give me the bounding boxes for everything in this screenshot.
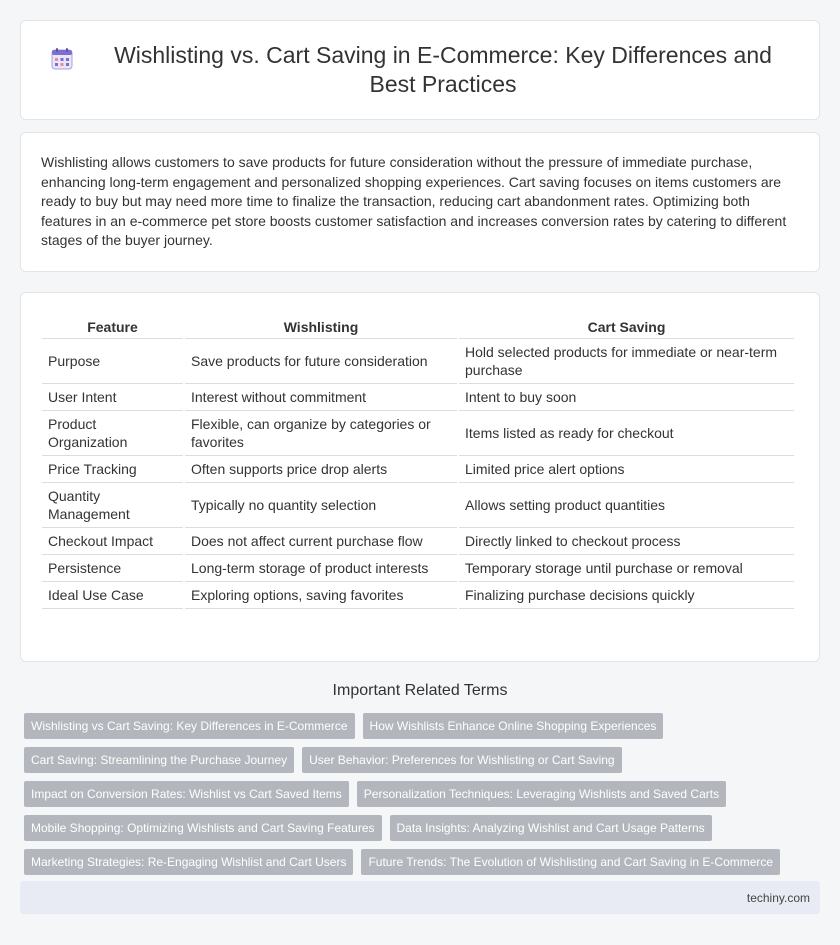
table-row (42, 555, 794, 582)
table-cell: Product Organization (42, 411, 183, 456)
table-header-row (42, 313, 794, 339)
table-cell: Typically no quantity selection (185, 483, 457, 528)
table-cell: User Intent (42, 384, 183, 411)
related-terms-list (24, 713, 824, 883)
related-term-tag[interactable]: Wishlisting vs Cart Saving: Key Differences in E-Commerce (24, 713, 355, 739)
column-header: Cart Saving (459, 313, 794, 339)
table-row (42, 384, 794, 411)
column-header: Wishlisting (185, 313, 457, 339)
table-cell: Allows setting product quantities (459, 483, 794, 528)
calendar-grid-icon (50, 47, 74, 71)
table-cell: Interest without commitment (185, 384, 457, 411)
table-row (42, 582, 794, 609)
related-term-tag[interactable]: Data Insights: Analyzing Wishlist and Cart Usage Patterns (390, 815, 712, 841)
table-cell: Persistence (42, 555, 183, 582)
table-cell: Items listed as ready for checkout (459, 411, 794, 456)
table-cell: Exploring options, saving favorites (185, 582, 457, 609)
table-row (42, 339, 794, 384)
table-cell: Often supports price drop alerts (185, 456, 457, 483)
comparison-table (40, 313, 796, 609)
related-term-tag[interactable]: How Wishlists Enhance Online Shopping Experiences (363, 713, 664, 739)
page-title: Wishlisting vs. Cart Saving in E-Commerce: Key Differences and Best Practices (114, 42, 772, 97)
table-cell: Finalizing purchase decisions quickly (459, 582, 794, 609)
table-cell: Price Tracking (42, 456, 183, 483)
table-cell: Checkout Impact (42, 528, 183, 555)
comparison-table-card (20, 292, 820, 662)
table-row (42, 528, 794, 555)
table-cell: Flexible, can organize by categories or favorites (185, 411, 457, 456)
related-term-tag[interactable]: Mobile Shopping: Optimizing Wishlists and Cart Saving Features (24, 815, 382, 841)
related-terms-row (24, 713, 824, 739)
related-term-tag[interactable]: Future Trends: The Evolution of Wishlisting and Cart Saving in E-Commerce (361, 849, 780, 875)
related-terms-row (24, 849, 824, 875)
table-row (42, 456, 794, 483)
table-cell: Intent to buy soon (459, 384, 794, 411)
footer-brand[interactable]: techiny.com (746, 891, 810, 905)
table-cell: Directly linked to checkout process (459, 528, 794, 555)
related-term-tag[interactable]: Personalization Techniques: Leveraging Wishlists and Saved Carts (357, 781, 726, 807)
table-cell: Long-term storage of product interests (185, 555, 457, 582)
table-cell: Ideal Use Case (42, 582, 183, 609)
related-term-tag[interactable]: Impact on Conversion Rates: Wishlist vs Cart Saved Items (24, 781, 349, 807)
table-cell: Hold selected products for immediate or near-term purchase (459, 339, 794, 384)
intro-card (20, 132, 820, 272)
header-card (20, 20, 820, 120)
table-cell: Save products for future consideration (185, 339, 457, 384)
intro-paragraph: Wishlisting allows customers to save products for future consideration without the pressure of immediate purchase, enhancing long-term engagement and personalized shopping experiences. Cart saving focuses on items customers are ready to buy but may need more time to finalize the transaction, reducing cart abandonment rates. Optimizing both features in an e-commerce pet store boosts customer satisfaction and increases conversion rates by catering to different stages of the buyer journey. (41, 154, 787, 248)
table-cell: Limited price alert options (459, 456, 794, 483)
table-cell: Purpose (42, 339, 183, 384)
table-cell: Does not affect current purchase flow (185, 528, 457, 555)
table-row (42, 483, 794, 528)
related-terms-row (24, 747, 824, 773)
table-cell: Temporary storage until purchase or removal (459, 555, 794, 582)
table-cell: Quantity Management (42, 483, 183, 528)
related-term-tag[interactable]: Marketing Strategies: Re-Engaging Wishlist and Cart Users (24, 849, 353, 875)
related-term-tag[interactable]: Cart Saving: Streamlining the Purchase Journey (24, 747, 294, 773)
column-header: Feature (42, 313, 183, 339)
table-row (42, 411, 794, 456)
related-terms-row (24, 815, 824, 841)
related-terms-row (24, 781, 824, 807)
related-term-tag[interactable]: User Behavior: Preferences for Wishlisting or Cart Saving (302, 747, 621, 773)
related-terms-title: Important Related Terms (332, 682, 508, 699)
footer (20, 881, 820, 914)
